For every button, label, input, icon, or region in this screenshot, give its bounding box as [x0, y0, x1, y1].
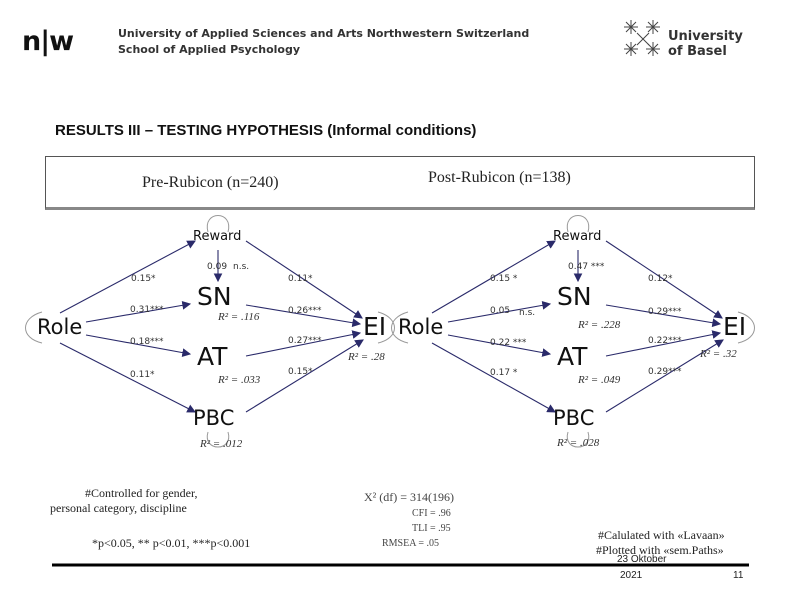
basel-name-line2: of Basel	[668, 44, 727, 59]
pre-node-pbc: PBC	[193, 406, 235, 430]
post-coef-pbc-ei: 0.29***	[648, 367, 682, 377]
post-node-role: Role	[398, 315, 444, 339]
note-controlled-line2: personal category, discipline	[50, 501, 187, 515]
fhnw-name-line1: University of Applied Sciences and Arts Northwestern Switzerland	[118, 27, 530, 40]
slide-title: RESULTS III – TESTING HYPOTHESIS (Informal conditions)	[55, 122, 477, 139]
pre-node-role: Role	[37, 315, 83, 339]
post-coef-role-at: 0.22 ***	[490, 338, 527, 348]
post-coef-reward-sn: 0.47 ***	[568, 262, 605, 272]
fit-rmsea: RMSEA = .05	[382, 538, 440, 549]
pre-node-sn: SN	[197, 282, 232, 311]
post-r2-at: R² = .049	[578, 374, 621, 386]
fhnw-logo: n|w	[22, 26, 74, 57]
post-coef-role-pbc: 0.17 *	[490, 368, 518, 378]
pre-rubicon-label: Pre-Rubicon (n=240)	[142, 174, 279, 191]
pre-r2-ei: R² = .28	[348, 351, 385, 363]
footer-date-line2: 2021	[620, 570, 643, 581]
post-r2-sn: R² = .228	[578, 319, 621, 331]
post-coef-at-ei: 0.22***	[648, 336, 682, 346]
post-coef-role-sn-sig: n.s.	[519, 308, 536, 318]
post-coef-role-sn: 0.05	[490, 306, 511, 316]
pre-coef-at-ei: 0.27***	[288, 336, 322, 346]
pre-coef-role-pbc: 0.11*	[130, 370, 155, 380]
pre-coef-pbc-ei: 0.15*	[288, 367, 313, 377]
pre-r2-sn: R² = .116	[218, 311, 260, 323]
pre-coef-role-reward: 0.15*	[131, 274, 156, 284]
pre-node-ei: EI	[363, 312, 387, 341]
note-controlled-line1: #Controlled for gender,	[85, 486, 198, 500]
fit-chi-square: Χ² (df) = 314(196)	[364, 490, 455, 504]
pre-coef-sn-ei: 0.26***	[288, 306, 322, 316]
pre-path-role-pbc	[60, 343, 195, 412]
footer-date-line1: 23 Oktober	[617, 554, 667, 565]
post-node-at: AT	[557, 342, 588, 371]
post-node-ei: EI	[723, 312, 747, 341]
pre-coef-reward-sn-sig: n.s.	[233, 262, 250, 272]
post-node-sn: SN	[557, 282, 592, 311]
pre-node-reward: Reward	[193, 229, 242, 244]
pre-node-at: AT	[197, 342, 228, 371]
pre-coef-role-sn: 0.31***	[130, 305, 164, 315]
post-node-pbc: PBC	[553, 406, 595, 430]
pre-coef-role-at: 0.18***	[130, 337, 164, 347]
pre-path-role-reward	[60, 241, 195, 313]
post-rubicon-label: Post-Rubicon (n=138)	[428, 169, 571, 186]
basel-name-line1: University	[668, 29, 743, 44]
post-coef-reward-ei: 0.12*	[648, 274, 673, 284]
pre-coef-reward-ei: 0.11*	[288, 274, 313, 284]
pre-r2-pbc: R² = .012	[200, 438, 243, 450]
fit-tli: TLI = .95	[412, 523, 451, 534]
post-r2-ei: R² = .32	[700, 348, 737, 360]
fit-cfi: CFI = .96	[412, 508, 451, 519]
pre-r2-at: R² = .033	[218, 374, 261, 386]
note-calculated: #Calulated with «Lavaan»	[598, 528, 725, 542]
post-coef-sn-ei: 0.29***	[648, 307, 682, 317]
note-significance: *p<0.05, ** p<0.01, ***p<0.001	[92, 536, 251, 550]
fhnw-name-line2: School of Applied Psychology	[118, 43, 300, 56]
page-number: 11	[733, 570, 744, 581]
post-coef-role-reward: 0.15 *	[490, 274, 518, 284]
post-r2-pbc: R² = .028	[557, 437, 600, 449]
post-node-reward: Reward	[553, 229, 602, 244]
note-plotted: #Plotted with «sem.Paths»	[596, 543, 724, 557]
pre-coef-reward-sn: 0.09	[207, 262, 228, 272]
